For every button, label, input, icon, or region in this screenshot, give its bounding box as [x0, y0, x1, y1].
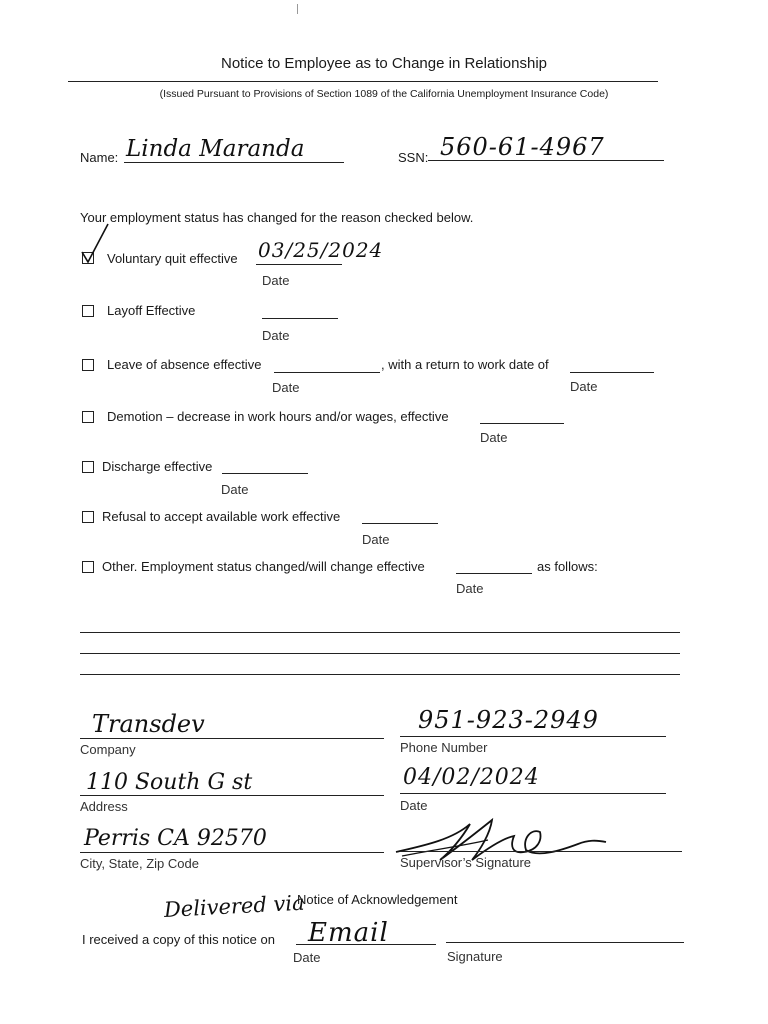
ssn-label: SSN: — [398, 150, 429, 165]
city-label: City, State, Zip Code — [80, 856, 199, 871]
acknowledgement-date-line — [296, 944, 436, 945]
acknowledgement-text: I received a copy of this notice on — [82, 932, 275, 947]
ssn-value: 560-61-4967 — [440, 133, 605, 161]
name-label: Name: — [80, 150, 119, 165]
refusal-label: Refusal to accept available work effective — [102, 509, 341, 524]
leave-date-caption: Date — [272, 380, 300, 395]
address-line — [80, 795, 384, 796]
other-label: Other. Employment status changed/will change effective — [102, 559, 425, 574]
refusal-date-caption: Date — [362, 532, 390, 547]
supervisor-signature-label: Supervisor’s Signature — [400, 855, 532, 870]
leave-date-line — [274, 372, 380, 373]
voluntary-date-caption: Date — [262, 273, 290, 288]
supervisor-signature-line — [400, 851, 682, 852]
acknowledgement-signature-line — [446, 942, 684, 943]
address-label: Address — [80, 799, 128, 814]
signed-date-value: 04/02/2024 — [403, 765, 540, 790]
page-subtitle: (Issued Pursuant to Provisions of Section 1089 of the California Unemployment Insurance Code) — [159, 88, 609, 100]
city-line — [80, 852, 384, 853]
acknowledgement-title: Notice of Acknowledgement — [297, 892, 458, 907]
acknowledgement-handwritten-1: Delivered via — [163, 890, 306, 922]
discharge-date-line — [222, 473, 308, 474]
company-value: Transdev — [92, 710, 205, 738]
address-value: 110 South G st — [86, 770, 253, 795]
layoff-date-caption: Date — [262, 328, 290, 343]
name-line — [124, 162, 344, 163]
discharge-checkbox[interactable] — [82, 461, 94, 473]
company-line — [80, 738, 384, 739]
scan-mark — [297, 4, 298, 14]
discharge-date-caption: Date — [221, 482, 249, 497]
layoff-date-line — [262, 318, 338, 319]
voluntary-date-line — [256, 264, 342, 265]
acknowledgement-signature-label: Signature — [447, 949, 503, 964]
leave-return-date-line — [570, 372, 654, 373]
voluntary-date: 03/25/2024 — [258, 238, 384, 262]
demotion-checkbox[interactable] — [82, 411, 94, 423]
explanation-line-2 — [80, 653, 680, 654]
acknowledgement-date-label: Date — [293, 950, 321, 965]
other-date-line — [456, 573, 532, 574]
refusal-checkbox[interactable] — [82, 511, 94, 523]
voluntary-label: Voluntary quit effective — [107, 251, 238, 266]
explanation-line-3 — [80, 674, 680, 675]
layoff-label: Layoff Effective — [107, 303, 196, 318]
leave-label: Leave of absence effective — [107, 357, 262, 372]
leave-return-date-caption: Date — [570, 379, 598, 394]
explanation-line-1 — [80, 632, 680, 633]
phone-line — [400, 736, 666, 737]
signed-date-label: Date — [400, 798, 428, 813]
leave-return-label: , with a return to work date of — [381, 357, 549, 372]
city-value: Perris CA 92570 — [84, 826, 267, 851]
other-suffix: as follows: — [537, 559, 598, 574]
other-checkbox[interactable] — [82, 561, 94, 573]
refusal-date-line — [362, 523, 438, 524]
intro-text: Your employment status has changed for the reason checked below. — [80, 210, 474, 225]
acknowledgement-handwritten-2: Email — [308, 918, 389, 948]
title-divider — [68, 81, 658, 82]
discharge-label: Discharge effective — [102, 459, 213, 474]
other-date-caption: Date — [456, 581, 484, 596]
layoff-checkbox[interactable] — [82, 305, 94, 317]
demotion-date-line — [480, 423, 564, 424]
phone-value: 951-923-2949 — [418, 706, 599, 734]
demotion-label: Demotion – decrease in work hours and/or wages, effective — [107, 409, 449, 424]
company-label: Company — [80, 742, 136, 757]
leave-checkbox[interactable] — [82, 359, 94, 371]
name-value: Linda Maranda — [126, 136, 305, 162]
ssn-line — [428, 160, 664, 161]
page-title: Notice to Employee as to Change in Relationship — [220, 55, 548, 72]
demotion-date-caption: Date — [480, 430, 508, 445]
signed-date-line — [400, 793, 666, 794]
phone-label: Phone Number — [400, 740, 488, 755]
